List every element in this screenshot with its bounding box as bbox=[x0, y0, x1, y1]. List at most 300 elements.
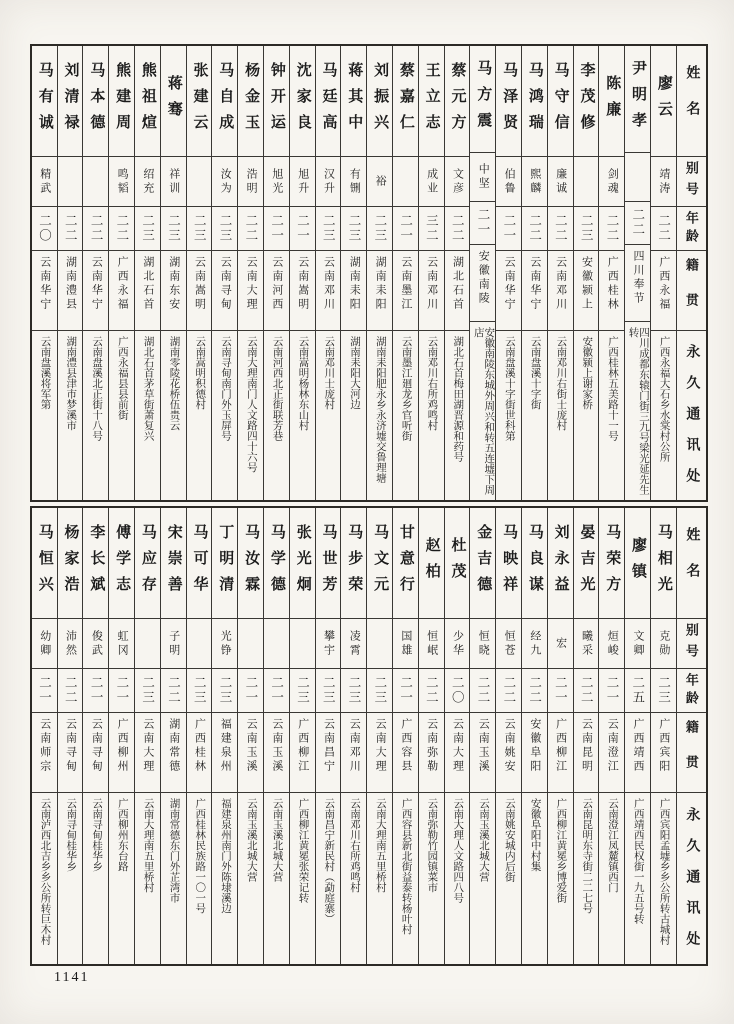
person-address-text: 湖南零陵花桥伍贵云 bbox=[168, 336, 180, 431]
person-origin bbox=[109, 250, 134, 330]
person-address-text: 福建泉州南门外陈埭溪边 bbox=[220, 798, 232, 914]
person-alias-text: 精武 bbox=[38, 167, 51, 196]
person-name bbox=[135, 46, 160, 156]
person-name bbox=[599, 46, 624, 156]
person-name bbox=[290, 46, 315, 156]
person-column bbox=[82, 508, 108, 964]
person-name bbox=[316, 46, 341, 156]
column-header-age bbox=[677, 668, 706, 712]
person-name-text: 丁明清 bbox=[217, 524, 234, 602]
person-name-text: 沈家良 bbox=[294, 62, 311, 140]
person-alias-text: 中坚 bbox=[477, 163, 490, 192]
person-name bbox=[574, 508, 599, 618]
person-address-text: 广西永福县县前街 bbox=[116, 336, 128, 420]
person-alias bbox=[135, 618, 160, 668]
person-age-text: 二二 bbox=[63, 214, 78, 243]
person-name-text: 马相光 bbox=[655, 524, 672, 602]
person-age bbox=[341, 206, 366, 250]
person-age bbox=[445, 206, 470, 250]
person-name bbox=[161, 508, 186, 618]
person-column bbox=[598, 508, 624, 964]
person-age-text: 二三 bbox=[295, 676, 310, 705]
person-alias bbox=[290, 618, 315, 668]
person-address bbox=[212, 330, 237, 500]
person-address bbox=[161, 330, 186, 500]
person-address-text: 湖南耒阳肥永乡永济墟交鲁理塘 bbox=[374, 336, 386, 483]
person-age bbox=[135, 668, 160, 712]
person-origin bbox=[548, 250, 573, 330]
person-column bbox=[340, 508, 366, 964]
person-name bbox=[393, 508, 418, 618]
page-number: 1141 bbox=[54, 970, 90, 985]
person-alias bbox=[58, 618, 83, 668]
person-column bbox=[263, 46, 289, 500]
person-name-text: 马步荣 bbox=[346, 524, 363, 602]
person-age bbox=[367, 668, 392, 712]
person-age bbox=[522, 206, 547, 250]
person-age bbox=[161, 206, 186, 250]
person-name-text: 赵柏 bbox=[423, 537, 440, 589]
person-name-text: 马守信 bbox=[552, 62, 569, 140]
person-alias-text: 裕 bbox=[374, 174, 387, 189]
person-name bbox=[522, 46, 547, 156]
person-alias-text: 凌霄 bbox=[348, 629, 361, 658]
person-origin bbox=[522, 712, 547, 792]
person-age bbox=[238, 206, 263, 250]
person-address bbox=[445, 330, 470, 500]
person-name-text: 马有诚 bbox=[36, 62, 53, 140]
person-origin bbox=[367, 250, 392, 330]
person-address bbox=[109, 330, 134, 500]
person-age bbox=[470, 201, 495, 244]
roster-table-bottom bbox=[30, 506, 708, 966]
person-origin-text: 湖南澧县 bbox=[64, 256, 77, 312]
person-column bbox=[108, 508, 134, 964]
person-age-text: 二三 bbox=[656, 676, 671, 705]
person-alias bbox=[470, 152, 495, 200]
person-alias-text: 靖涛 bbox=[657, 167, 670, 196]
person-alias-text: 文彦 bbox=[451, 167, 464, 196]
person-alias bbox=[109, 156, 134, 206]
person-alias bbox=[212, 618, 237, 668]
person-name-text: 马泽贤 bbox=[501, 62, 518, 140]
person-column bbox=[289, 508, 315, 964]
person-address bbox=[187, 330, 212, 500]
person-column bbox=[82, 46, 108, 500]
person-origin-text: 湖南耒阳 bbox=[348, 256, 361, 312]
person-address-text: 云南邓川右所鸡鸣村 bbox=[349, 798, 361, 893]
person-name-text: 马世芳 bbox=[320, 524, 337, 602]
person-address-text: 湖南澧县津市梦溪市 bbox=[65, 336, 77, 431]
person-name-text: 马恒兴 bbox=[36, 524, 53, 602]
person-name-text: 马应存 bbox=[139, 524, 156, 602]
person-name bbox=[651, 46, 676, 156]
column-header-alias bbox=[677, 156, 706, 206]
person-address-text: 云南嵩明杨林东山村 bbox=[297, 336, 309, 431]
person-column bbox=[547, 46, 573, 500]
person-alias-text: 成业 bbox=[425, 167, 438, 196]
person-address-text: 云南姚安城内后街 bbox=[503, 798, 515, 882]
person-age-text: 二三 bbox=[372, 676, 387, 705]
person-age-text: 二一 bbox=[37, 676, 52, 705]
person-address bbox=[522, 330, 547, 500]
person-address-text: 云南盘溪将军第 bbox=[39, 336, 51, 410]
person-address-text: 广西桂林民族路一〇一号 bbox=[194, 798, 206, 914]
person-origin-text: 云南邓川 bbox=[425, 256, 438, 312]
person-address bbox=[470, 792, 495, 964]
person-origin bbox=[316, 712, 341, 792]
person-name-text: 马廷高 bbox=[320, 62, 337, 140]
person-alias bbox=[419, 156, 444, 206]
person-age bbox=[599, 206, 624, 250]
person-origin bbox=[83, 250, 108, 330]
person-origin bbox=[58, 250, 83, 330]
person-origin-text: 云南姚安 bbox=[503, 718, 516, 774]
person-age bbox=[470, 668, 495, 712]
person-alias bbox=[290, 156, 315, 206]
person-address bbox=[367, 792, 392, 964]
person-name-text: 马可华 bbox=[191, 524, 208, 602]
person-address bbox=[522, 792, 547, 964]
person-name-text: 蒋骞 bbox=[165, 75, 182, 127]
person-column bbox=[392, 508, 418, 964]
person-name bbox=[341, 508, 366, 618]
person-age bbox=[548, 668, 573, 712]
person-origin bbox=[625, 712, 650, 792]
person-origin bbox=[264, 250, 289, 330]
person-name-text: 廖云 bbox=[655, 75, 672, 127]
person-name bbox=[187, 508, 212, 618]
person-origin bbox=[393, 250, 418, 330]
person-name-text: 傅学志 bbox=[114, 524, 131, 602]
person-age bbox=[522, 668, 547, 712]
person-name-text: 张建云 bbox=[191, 62, 208, 140]
person-address-text: 云南盘溪十字街 bbox=[529, 336, 541, 410]
person-name-text: 马自成 bbox=[217, 62, 234, 140]
person-name-text: 马本德 bbox=[88, 62, 105, 140]
person-alias bbox=[83, 618, 108, 668]
person-age-text: 二一 bbox=[398, 214, 413, 243]
person-alias-text: 少华 bbox=[451, 629, 464, 658]
person-age-text: 二二 bbox=[89, 214, 104, 243]
person-column bbox=[547, 508, 573, 964]
person-alias bbox=[161, 156, 186, 206]
person-address bbox=[135, 792, 160, 964]
column-header-origin bbox=[677, 712, 706, 792]
person-alias-text: 旭升 bbox=[296, 167, 309, 196]
person-alias bbox=[496, 618, 521, 668]
person-name bbox=[393, 46, 418, 156]
person-name bbox=[625, 46, 650, 152]
person-name-text: 廖镇 bbox=[630, 537, 647, 589]
person-address bbox=[393, 330, 418, 500]
column-header-address-text: 永久通讯处 bbox=[684, 343, 700, 499]
person-age bbox=[290, 668, 315, 712]
person-alias-text: 汝为 bbox=[219, 167, 232, 196]
roster-table-top bbox=[30, 44, 708, 502]
person-age-text: 二二 bbox=[501, 676, 516, 705]
person-name bbox=[238, 46, 263, 156]
person-age-text: 二三 bbox=[347, 676, 362, 705]
person-alias-text: 沛然 bbox=[64, 629, 77, 658]
person-age bbox=[32, 206, 57, 250]
person-origin-text: 云南嵩明 bbox=[193, 256, 206, 312]
person-alias bbox=[548, 156, 573, 206]
person-origin bbox=[419, 712, 444, 792]
person-address bbox=[548, 792, 573, 964]
person-name bbox=[187, 46, 212, 156]
person-origin-text: 云南邓川 bbox=[322, 256, 335, 312]
person-name-text: 熊建周 bbox=[114, 62, 131, 140]
person-name bbox=[470, 46, 495, 152]
person-age-text: 二二 bbox=[579, 676, 594, 705]
person-age bbox=[316, 668, 341, 712]
person-origin bbox=[341, 712, 366, 792]
person-name bbox=[574, 46, 599, 156]
person-address bbox=[496, 330, 521, 500]
person-address bbox=[548, 330, 573, 500]
person-age-text: 二二 bbox=[450, 214, 465, 243]
person-address-text: 广西永福大石乡水棠村公所 bbox=[658, 336, 670, 462]
person-alias bbox=[341, 156, 366, 206]
person-age bbox=[316, 206, 341, 250]
person-name-text: 李长斌 bbox=[88, 524, 105, 602]
person-alias bbox=[135, 156, 160, 206]
person-name bbox=[625, 508, 650, 618]
person-name-text: 宋崇善 bbox=[165, 524, 182, 602]
person-age bbox=[393, 668, 418, 712]
person-origin bbox=[135, 250, 160, 330]
person-alias-text: 宏 bbox=[554, 636, 567, 651]
person-origin bbox=[187, 712, 212, 792]
person-alias bbox=[161, 618, 186, 668]
person-name bbox=[109, 46, 134, 156]
person-origin bbox=[212, 712, 237, 792]
person-alias bbox=[187, 156, 212, 206]
person-age bbox=[135, 206, 160, 250]
person-age-text: 二三 bbox=[218, 676, 233, 705]
person-column bbox=[573, 508, 599, 964]
person-address-text: 云南寻甸南门外玉屏号 bbox=[220, 336, 232, 441]
person-column bbox=[57, 508, 83, 964]
person-alias bbox=[599, 618, 624, 668]
person-alias bbox=[599, 156, 624, 206]
person-age bbox=[445, 668, 470, 712]
person-age bbox=[419, 668, 444, 712]
person-origin-text: 四川奉节 bbox=[632, 249, 645, 306]
person-name-text: 马汝霖 bbox=[243, 524, 260, 602]
person-origin-text: 广西柳江 bbox=[554, 718, 567, 774]
person-name bbox=[32, 46, 57, 156]
person-address bbox=[496, 792, 521, 964]
person-name-text: 马映祥 bbox=[501, 524, 518, 602]
person-column bbox=[521, 508, 547, 964]
column-header-address-text: 永久通讯处 bbox=[684, 806, 700, 962]
person-name-text: 刘振兴 bbox=[372, 62, 389, 140]
person-address-text: 云南墨江廻龙乡官听街 bbox=[400, 336, 412, 441]
person-origin bbox=[445, 712, 470, 792]
person-age-text: 二三 bbox=[321, 676, 336, 705]
person-alias bbox=[522, 618, 547, 668]
person-origin bbox=[109, 712, 134, 792]
person-origin-text: 广西靖西 bbox=[632, 718, 645, 774]
person-age-text: 二二 bbox=[527, 676, 542, 705]
person-address-text: 广西靖西民权街一九五号转 bbox=[632, 798, 644, 924]
person-address-text: 云南邓川士庞村 bbox=[323, 336, 335, 410]
person-column bbox=[134, 46, 160, 500]
person-address bbox=[238, 330, 263, 500]
person-address-text: 云南大理南五里桥村 bbox=[142, 798, 154, 893]
person-age-text: 二三 bbox=[347, 214, 362, 243]
person-column bbox=[186, 46, 212, 500]
person-origin bbox=[32, 250, 57, 330]
person-origin bbox=[264, 712, 289, 792]
person-column bbox=[340, 46, 366, 500]
person-age-text: 二二 bbox=[630, 208, 645, 238]
person-origin-text: 云南师宗 bbox=[38, 718, 51, 774]
person-origin-text: 云南昌宁 bbox=[322, 718, 335, 774]
person-address bbox=[290, 330, 315, 500]
person-name bbox=[496, 46, 521, 156]
person-name bbox=[58, 508, 83, 618]
person-origin-text: 云南寻甸 bbox=[90, 718, 103, 774]
column-header-address bbox=[677, 330, 706, 500]
person-age bbox=[264, 668, 289, 712]
person-address-text: 安徽南陵东城外周兴和转五连墟下周店 bbox=[472, 327, 495, 496]
person-origin-text: 云南大理 bbox=[374, 718, 387, 774]
person-alias-text: 恒岷 bbox=[425, 629, 438, 658]
person-address-text: 四川成都东辕门街三九号梁光延先生转 bbox=[627, 327, 650, 496]
person-address bbox=[367, 330, 392, 500]
person-origin bbox=[187, 250, 212, 330]
person-origin bbox=[58, 712, 83, 792]
person-alias bbox=[625, 152, 650, 200]
person-origin-text: 云南墨江 bbox=[399, 256, 412, 312]
person-alias bbox=[625, 618, 650, 668]
person-address bbox=[574, 330, 599, 500]
person-origin-text: 湖南耒阳 bbox=[374, 256, 387, 312]
person-origin-text: 湖北石首 bbox=[141, 256, 154, 312]
person-name-text: 李茂修 bbox=[578, 62, 595, 140]
person-name bbox=[316, 508, 341, 618]
person-age-text: 二三 bbox=[166, 214, 181, 243]
person-age bbox=[419, 206, 444, 250]
person-age-text: 二三 bbox=[218, 214, 233, 243]
person-alias-text: 恒苍 bbox=[503, 629, 516, 658]
person-alias-text: 剑魂 bbox=[606, 167, 619, 196]
person-address-text: 云南大理人文路四八号 bbox=[452, 798, 464, 903]
person-origin-text: 广西柳州 bbox=[116, 718, 129, 774]
person-name-text: 王立志 bbox=[423, 62, 440, 140]
person-age-text: 二〇 bbox=[37, 214, 52, 243]
person-column bbox=[444, 46, 470, 500]
person-age-text: 二一 bbox=[89, 676, 104, 705]
person-name bbox=[496, 508, 521, 618]
person-column bbox=[315, 46, 341, 500]
column-header-name-text: 姓名 bbox=[684, 527, 700, 599]
person-column bbox=[211, 508, 237, 964]
person-column bbox=[237, 508, 263, 964]
person-column bbox=[418, 508, 444, 964]
person-address bbox=[109, 792, 134, 964]
person-origin-text: 福建泉州 bbox=[219, 718, 232, 774]
person-address-text: 广西宾阳孟墟乡乡公所转古城村 bbox=[658, 798, 670, 945]
person-origin-text: 安徽南陵 bbox=[477, 249, 490, 306]
person-column bbox=[650, 508, 676, 964]
person-age bbox=[496, 206, 521, 250]
person-origin bbox=[625, 244, 650, 322]
person-age bbox=[161, 668, 186, 712]
person-alias bbox=[32, 156, 57, 206]
person-name bbox=[651, 508, 676, 618]
person-name bbox=[367, 46, 392, 156]
person-alias bbox=[393, 618, 418, 668]
person-origin-text: 云南河西 bbox=[270, 256, 283, 312]
person-alias bbox=[58, 156, 83, 206]
person-alias bbox=[264, 618, 289, 668]
person-column bbox=[624, 46, 650, 500]
person-origin-text: 云南华宁 bbox=[38, 256, 51, 312]
person-alias bbox=[316, 156, 341, 206]
person-address-text: 湖南常德东门外芷湾市 bbox=[168, 798, 180, 903]
person-address-text: 广西柳州东台路 bbox=[116, 798, 128, 872]
person-alias-text: 幼卿 bbox=[38, 629, 51, 658]
person-column bbox=[32, 46, 57, 500]
person-age bbox=[238, 668, 263, 712]
person-address bbox=[264, 792, 289, 964]
person-address bbox=[599, 330, 624, 500]
person-origin bbox=[161, 250, 186, 330]
person-alias bbox=[419, 618, 444, 668]
person-age-text: 二三 bbox=[192, 676, 207, 705]
person-alias bbox=[367, 618, 392, 668]
person-alias-text: 子明 bbox=[167, 629, 180, 658]
column-header-name bbox=[677, 46, 706, 156]
person-origin bbox=[238, 712, 263, 792]
person-age bbox=[367, 206, 392, 250]
column-header-address bbox=[677, 792, 706, 964]
person-age-text: 二二 bbox=[527, 214, 542, 243]
person-column bbox=[650, 46, 676, 500]
person-address bbox=[238, 792, 263, 964]
person-address bbox=[625, 792, 650, 964]
person-age-text: 二一 bbox=[243, 676, 258, 705]
person-age-text: 二二 bbox=[605, 214, 619, 243]
column-header-age bbox=[677, 206, 706, 250]
person-origin-text: 云南嵩明 bbox=[296, 256, 309, 312]
person-age bbox=[496, 668, 521, 712]
person-age-text: 二二 bbox=[656, 214, 671, 243]
person-origin-text: 湖南常德 bbox=[167, 718, 180, 774]
person-alias-text: 绍充 bbox=[141, 167, 154, 196]
person-alias bbox=[264, 156, 289, 206]
column-header-age-text: 年龄 bbox=[683, 210, 699, 247]
person-alias bbox=[393, 156, 418, 206]
person-alias-text: 恒晓 bbox=[477, 629, 490, 658]
person-origin-text: 云南寻甸 bbox=[219, 256, 232, 312]
person-address-text: 云南玉溪北城大营 bbox=[271, 798, 283, 882]
person-alias-text: 浩明 bbox=[245, 167, 258, 196]
person-alias bbox=[445, 156, 470, 206]
person-name bbox=[212, 46, 237, 156]
person-origin bbox=[599, 712, 624, 792]
person-origin-text: 安徽颍上 bbox=[580, 256, 593, 312]
person-origin-text: 云南澄江 bbox=[606, 718, 619, 774]
person-age bbox=[212, 668, 237, 712]
person-age bbox=[393, 206, 418, 250]
person-alias bbox=[341, 618, 366, 668]
header-column bbox=[676, 46, 706, 500]
